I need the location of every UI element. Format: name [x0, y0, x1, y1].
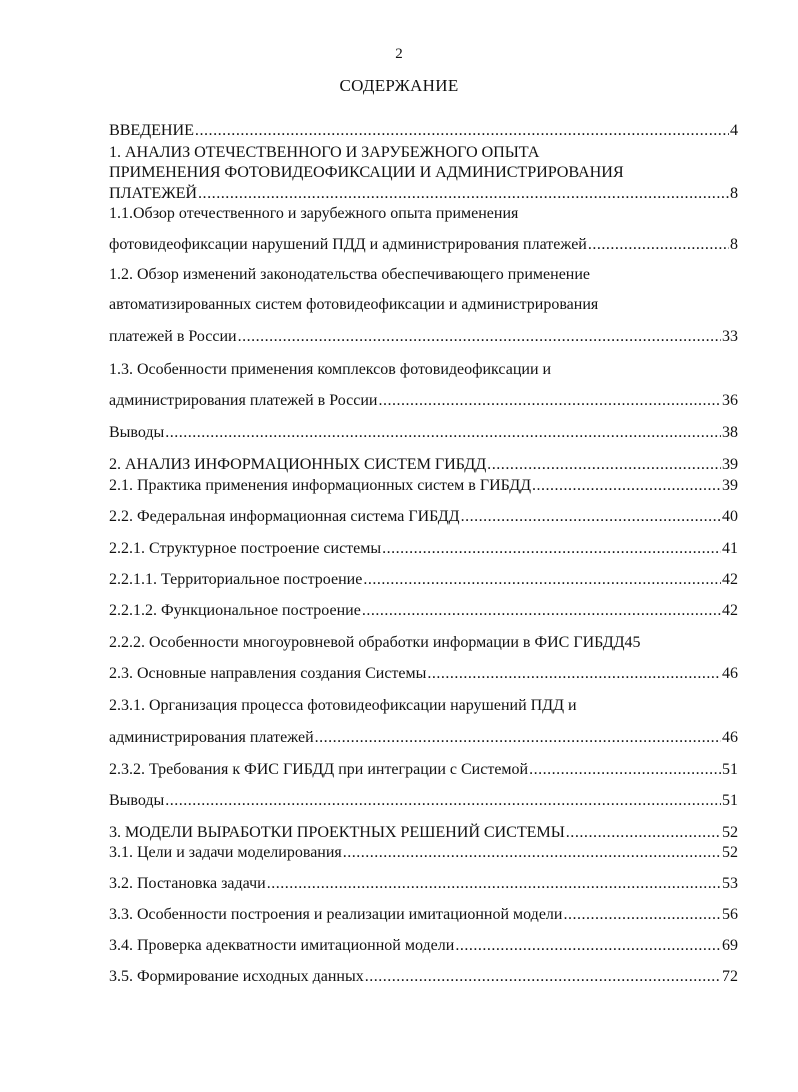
toc-entry-introduction: ВВЕДЕНИЕ ..... 4	[109, 121, 738, 139]
toc-entry-conclusions-2: Выводы ..... 51	[109, 792, 738, 810]
toc-entry-1-2-line-2: автоматизированных систем фотовидеофиксации и администрирования	[109, 296, 599, 313]
toc-entry-1-3-line-2: администрирования платежей в России ..... 36	[109, 392, 738, 410]
toc-entry-conclusions-1: Выводы ..... 38	[109, 424, 738, 442]
toc-entry-1-2-line-1: 1.2. Обзор изменений законодательства обеспечивающего применение	[109, 266, 591, 283]
toc-entry-3-5: 3.5. Формирование исходных данных ..... 72	[109, 968, 738, 986]
toc-entry-chapter-2: 2. АНАЛИЗ ИНФОРМАЦИОННЫХ СИСТЕМ ГИБДД ..... 39	[109, 455, 738, 473]
toc-entry-2-2: 2.2. Федеральная информационная система ГИБДД ..... 40	[109, 508, 738, 526]
toc-entry-2-3: 2.3. Основные направления создания Системы ..... 46	[109, 665, 738, 683]
toc-entry-2-1: 2.1. Практика применения информационных систем в ГИБДД ..... 39	[109, 477, 738, 495]
toc-entry-2-2-2: 2.2.2. Особенности многоуровневой обработки информации в ФИС ГИБДД 45	[109, 634, 641, 651]
toc-entry-2-3-1-line-2: администрирования платежей ..... 46	[109, 729, 738, 747]
toc-title: СОДЕРЖАНИЕ	[339, 76, 459, 95]
toc-entry-2-2-1: 2.2.1. Структурное построение системы ..... 41	[109, 540, 738, 558]
toc-entry-chapter-1-line-1: 1. АНАЛИЗ ОТЕЧЕСТВЕННОГО И ЗАРУБЕЖНОГО ОПЫТА	[109, 143, 540, 161]
toc-entry-chapter-1-line-3: ПЛАТЕЖЕЙ ..... 8	[109, 184, 738, 202]
toc-entry-2-3-2: 2.3.2. Требования к ФИС ГИБДД при интеграции с Системой ..... 51	[109, 761, 738, 779]
toc-entry-3-4: 3.4. Проверка адекватности имитационной модели ..... 69	[109, 937, 738, 955]
toc-entry-2-2-1-2: 2.2.1.2. Функциональное построение ..... 42	[109, 602, 738, 620]
toc-entry-2-2-1-1: 2.2.1.1. Территориальное построение ..... 42	[109, 571, 738, 589]
toc-entry-chapter-3: 3. МОДЕЛИ ВЫРАБОТКИ ПРОЕКТНЫХ РЕШЕНИЙ СИСТЕМЫ ..... 52	[109, 823, 738, 841]
toc-entry-3-3: 3.3. Особенности построения и реализации имитационной модели ..... 56	[109, 906, 738, 924]
toc-entry-2-3-1-line-1: 2.3.1. Организация процесса фотовидеофиксации нарушений ПДД и	[109, 697, 577, 714]
toc-entry-1-3-line-1: 1.3. Особенности применения комплексов фотовидеофиксации и	[109, 361, 552, 378]
toc-entry-1-1-line-1: 1.1.Обзор отечественного и зарубежного опыта применения	[109, 205, 519, 222]
toc-entry-1-2-line-3: платежей в России ..... 33	[109, 328, 738, 346]
toc-entry-1-1-line-2: фотовидеофиксации нарушений ПДД и администрирования платежей ..... 8	[109, 236, 738, 254]
toc-entry-chapter-1-line-2: ПРИМЕНЕНИЯ ФОТОВИДЕОФИКСАЦИИ И АДМИНИСТРИРОВАНИЯ	[109, 163, 624, 181]
toc-entry-3-2: 3.2. Постановка задачи ..... 53	[109, 875, 738, 893]
page-number: 2	[395, 46, 403, 62]
toc-entry-3-1: 3.1. Цели и задачи моделирования ..... 52	[109, 844, 738, 862]
